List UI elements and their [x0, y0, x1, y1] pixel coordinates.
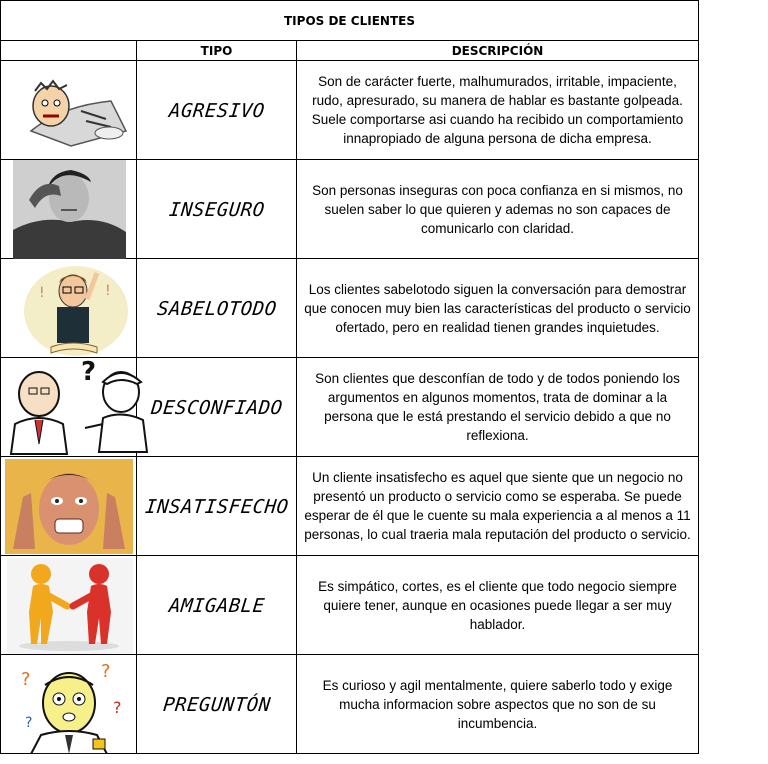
row-type: INSATISFECHO	[131, 457, 301, 556]
row-type: DESCONFIADO	[131, 358, 301, 457]
row-description: Es curioso y agil mentalmente, quiere saberlo todo y exige mucha informacion sobre aspectos que no son de su incumbencia.	[297, 655, 699, 754]
row-description: Un cliente insatisfecho es aquel que siente que un negocio no presentó un producto o servicio como se esperaba. Se puede esperar de él que le cuente su mala experiencia a al menos a 11 personas, lo cual traeria mala reputación del producto o servicio.	[297, 457, 699, 556]
row-type: PREGUNTÓN	[131, 655, 301, 754]
row-description: Son clientes que desconfían de todo y de todos poniendo los argumentos en algunos momentos, trata de dominar a la persona que le está prestando el servicio debido a que no reflexiona.	[297, 358, 699, 457]
row-type: AMIGABLE	[131, 556, 301, 655]
row-description: Los clientes sabelotodo siguen la conversación para demostrar que conocen muy bien las características del producto o servicio ofertado, pero en realidad tienen grandes inquietudes.	[297, 259, 699, 358]
table-row	[1, 358, 699, 457]
table-row	[1, 655, 699, 754]
table-row	[1, 259, 699, 358]
svg-text:?: ?	[21, 669, 31, 690]
table-row	[1, 61, 699, 160]
know-it-all-cartoon-icon	[1, 259, 137, 358]
svg-text:!: !	[39, 285, 45, 301]
row-image-cell	[1, 556, 137, 655]
table-row	[1, 160, 699, 259]
svg-text:!: !	[105, 283, 111, 299]
frustrated-man-photo-icon	[1, 457, 137, 556]
row-image-cell	[1, 259, 137, 358]
row-type: INSEGURO	[131, 160, 301, 259]
handshake-figures-icon	[1, 556, 137, 655]
questioning-man-cartoon-icon	[1, 655, 137, 754]
row-image-cell	[1, 655, 137, 754]
svg-text:?: ?	[101, 661, 111, 682]
distrustful-men-cartoon-icon	[1, 358, 137, 457]
row-description: Son de carácter fuerte, malhumurados, irritable, impaciente, rudo, apresurado, su manera de hablar es bastante golpeada. Suele comportarse asi cuando ha recibido un comportamiento innapropiado de alguna persona de dicha empresa.	[297, 61, 699, 160]
insecure-young-man-photo-icon	[1, 160, 137, 259]
table-title: TIPOS DE CLIENTES	[1, 1, 699, 41]
header-description: DESCRIPCIÓN	[297, 41, 699, 61]
row-image-cell	[1, 160, 137, 259]
svg-text:?: ?	[113, 698, 122, 717]
row-description: Son personas inseguras con poca confianza en si mismos, no suelen saber lo que quieren y ademas no son capaces de comunicarlo con claridad.	[297, 160, 699, 259]
header-image	[1, 41, 137, 61]
table-row	[1, 556, 699, 655]
svg-text:?: ?	[25, 715, 33, 731]
row-image-cell	[1, 358, 137, 457]
row-type: AGRESIVO	[131, 61, 301, 160]
angry-man-cartoon-icon	[1, 61, 137, 160]
svg-text:?: ?	[81, 357, 97, 387]
header-type: TIPO	[137, 41, 297, 61]
row-image-cell	[1, 457, 137, 556]
row-type: SABELOTODO	[131, 259, 301, 358]
row-image-cell	[1, 61, 137, 160]
table-row	[1, 457, 699, 556]
row-description: Es simpático, cortes, es el cliente que todo negocio siempre quiere tener, aunque en ocasiones puede llegar a ser muy hablador.	[297, 556, 699, 655]
